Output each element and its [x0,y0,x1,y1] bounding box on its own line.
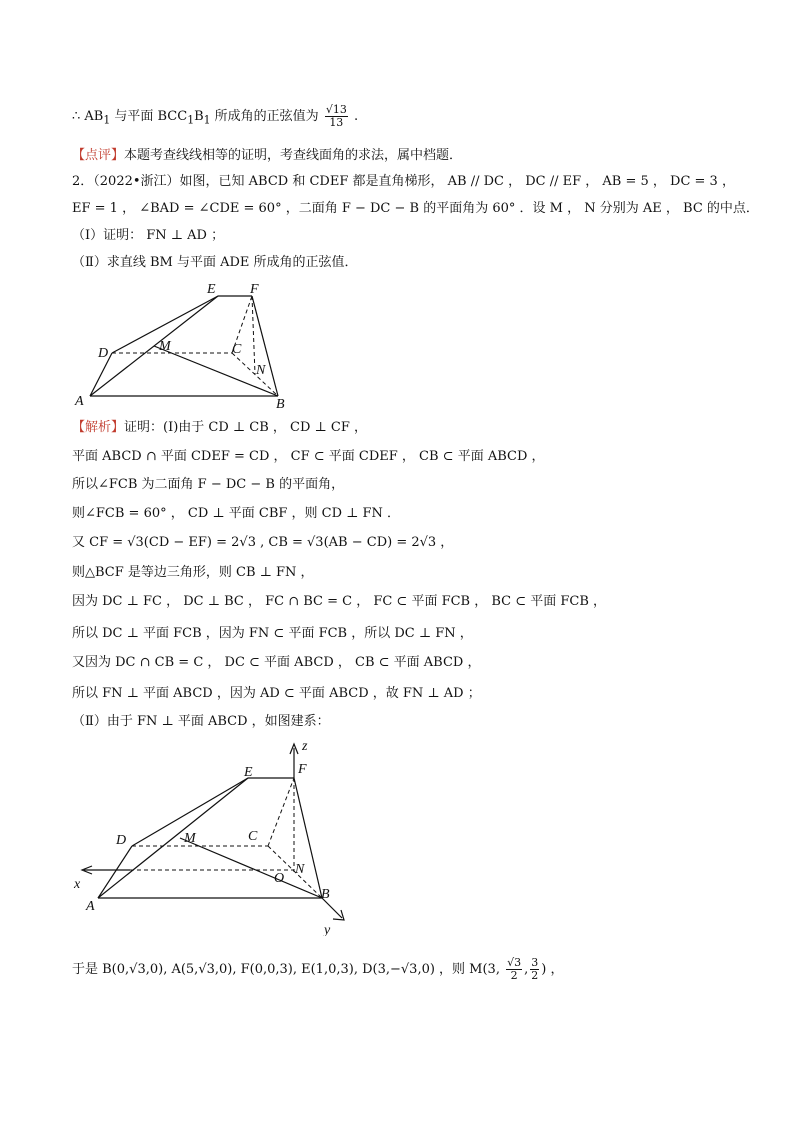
label-y: y [324,923,331,936]
problem-line-1: 2．（2022•浙江）如图，已知 ABCD 和 CDEF 都是直角梯形， AB // DC ， DC // EF ， AB = 5 ， DC = 3 ， [72,174,735,189]
solution-line-9: 又因为 DC ∩ CB = C ， DC ⊂ 平面 ABCD ， CB ⊂ 平面 ABCD ， [72,655,481,670]
label-C: C [232,342,242,357]
label-E: E [207,282,216,297]
label-O: O [274,871,285,886]
solution-line-5: 又 CF = √3(CD − EF) = 2√3 , CB = √3(AB − CD) = 2√3 ， [72,535,454,550]
problem-part-2: （Ⅱ）求直线 BM 与平面 ADE 所成角的正弦值． [72,255,358,270]
solution-line-3: 所以∠FCB 为二面角 F − DC − B 的平面角， [72,477,345,492]
edge-FB [294,778,322,898]
solution-line-4: 则∠FCB = 60° ， CD ⊥ 平面 CBF ，则 CD ⊥ FN ． [72,506,401,521]
label-N: N [295,862,305,877]
label-B: B [321,887,330,902]
hidden-edge-CF [268,778,294,846]
label-D: D [116,833,127,848]
review-tag: 【点评】 [72,148,125,163]
solution-line-10: 所以 FN ⊥ 平面 ABCD ，因为 AD ⊂ 平面 ABCD ，故 FN ⊥ AD ； [72,686,481,701]
fraction-sqrt13-over-13: $\frac{√13}{13}$ [325,103,347,129]
problem-part-1: （Ⅰ）证明： FN ⊥ AD ； [72,228,225,243]
solution-line-12: 于是 B(0,√3,0), A(5,√3,0), F(0,0,3), E(1,0,3), D(3,−√3,0) ，则 M(3, $\frac{√3}{2}$ , $\frac{3}{2}$ ) ， [72,956,564,982]
fraction-sqrt3-over-2: $\frac{√3}{2}$ [507,956,522,982]
edge-AD [98,846,132,898]
review-line: 【点评】本题考查线线相等的证明，考查线面角的求法，属中档题． [72,148,463,163]
solution-line-7: 因为 DC ⊥ FC ， DC ⊥ BC ， FC ∩ BC = C ， FC ⊂ 平面 FCB ， BC ⊂ 平面 FCB ， [72,594,607,609]
figure-1 [70,278,300,413]
label-F: F [298,762,307,777]
label-F: F [250,282,259,297]
label-B: B [276,397,285,412]
label-A: A [86,899,95,914]
label-M: M [184,831,196,846]
conclusion-line: ∴ $AB_1$ 与平面 $BCC_1B_1$ 所成角的正弦值为 $\frac{√13}{13}$ . [72,103,359,129]
solution-line-11: （Ⅱ）由于 FN ⊥ 平面 ABCD ，如图建系： [72,714,330,729]
solution-line-2: 平面 ABCD ∩ 平面 CDEF = CD ， CF ⊂ 平面 CDEF ， CB ⊂ 平面 ABCD ， [72,449,545,464]
solution-line-6: 则△BCF 是等边三角形，则 CB ⊥ FN ， [72,565,314,580]
hidden-edge-CB [232,353,278,396]
edge-FB [252,296,278,396]
label-M: M [159,339,171,354]
problem-line-2: EF = 1 ， ∠BAD = ∠CDE = 60° ，二面角 F − DC − B 的平面角为 60° ．设 M ， N 分别为 AE ， BC 的中点． [72,201,759,216]
label-C: C [248,829,258,844]
figure-2 [70,736,360,936]
fraction-3-over-2: $\frac{3}{2}$ [531,956,539,982]
label-N: N [256,363,266,378]
label-z: z [302,739,308,754]
solution-line-8: 所以 DC ⊥ 平面 FCB ，因为 FN ⊂ 平面 FCB ，所以 DC ⊥ FN ， [72,626,473,641]
label-E: E [244,765,253,780]
solution-line-1: 【解析】证明：(Ⅰ)由于 CD ⊥ CB ， CD ⊥ CF ， [72,420,368,435]
label-A: A [75,394,84,409]
label-D: D [98,346,109,361]
label-x: x [74,877,81,892]
solution-tag: 【解析】 [72,420,125,435]
